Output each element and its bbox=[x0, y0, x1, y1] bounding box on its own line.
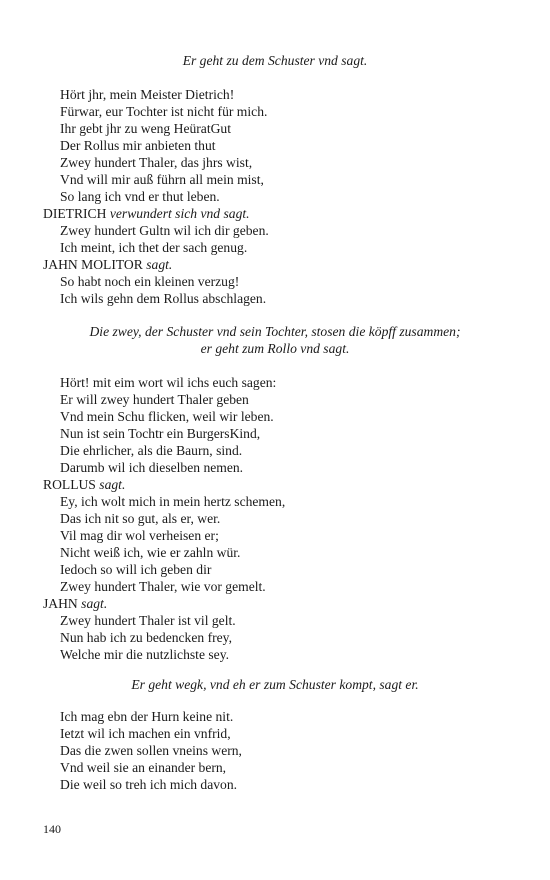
speaker-direction: sagt. bbox=[146, 257, 173, 272]
speaker-direction: sagt. bbox=[99, 477, 126, 492]
verse-line: Nicht weiß ich, wie er zahln wür. bbox=[60, 545, 241, 560]
speaker-name: JAHN bbox=[43, 596, 78, 611]
verse-line: Das die zwen sollen vneins wern, bbox=[60, 743, 242, 758]
verse-line: So lang ich vnd er thut leben. bbox=[60, 189, 220, 204]
verse-line: Vnd will mir auß führn all mein mist, bbox=[60, 172, 264, 187]
verse-line: Darumb wil ich dieselben nemen. bbox=[60, 460, 244, 475]
speaker-name: DIETRICH bbox=[43, 206, 107, 221]
verse-line: Ietzt wil ich machen ein vnfrid, bbox=[60, 726, 231, 741]
speaker-name: JAHN MOLITOR bbox=[43, 257, 143, 272]
speaker-heading bbox=[43, 595, 107, 612]
verse-line: Zwey hundert Gultn wil ich dir geben. bbox=[60, 223, 269, 238]
verse-line: Nun hab ich zu bedencken frey, bbox=[60, 630, 232, 645]
verse-line: Ihr gebt jhr zu weng HeüratGut bbox=[60, 121, 231, 136]
stage-direction: er geht zum Rollo vnd sagt. bbox=[200, 341, 350, 356]
verse-line: Zwey hundert Thaler, das jhrs wist, bbox=[60, 155, 253, 170]
speaker-name: ROLLUS bbox=[43, 477, 96, 492]
speaker-heading bbox=[43, 205, 250, 222]
verse-line: Ich meint, ich thet der sach genug. bbox=[60, 240, 248, 255]
verse-line: Hört! mit eim wort wil ichs euch sagen: bbox=[60, 375, 277, 390]
verse-line: Vil mag dir wol verheisen er; bbox=[60, 528, 219, 543]
stage-direction: Er geht wegk, vnd eh er zum Schuster kompt, sagt er. bbox=[131, 677, 419, 692]
verse-line: Fürwar, eur Tochter ist nicht für mich. bbox=[60, 104, 268, 119]
verse-line: Zwey hundert Thaler, wie vor gemelt. bbox=[60, 579, 266, 594]
speaker-heading bbox=[43, 256, 172, 273]
speaker-heading bbox=[43, 476, 125, 493]
verse-line: Vnd mein Schu flicken, weil wir leben. bbox=[60, 409, 274, 424]
verse-line: Das ich nit so gut, als er, wer. bbox=[60, 511, 221, 526]
page-number: 140 bbox=[43, 822, 61, 836]
verse-line: Iedoch so will ich geben dir bbox=[60, 562, 212, 577]
verse-line: Vnd weil sie an einander bern, bbox=[60, 760, 227, 775]
verse-line: Welche mir die nutzlichste sey. bbox=[60, 647, 230, 662]
verse-line: Hört jhr, mein Meister Dietrich! bbox=[60, 87, 235, 102]
speaker-direction: sagt. bbox=[81, 596, 108, 611]
verse-line: Ich wils gehn dem Rollus abschlagen. bbox=[60, 291, 267, 306]
verse-line: So habt noch ein kleinen verzug! bbox=[60, 274, 240, 289]
verse-line: Er will zwey hundert Thaler geben bbox=[60, 392, 249, 407]
verse-line: Die ehrlicher, als die Baurn, sind. bbox=[60, 443, 243, 458]
verse-line: Ich mag ebn der Hurn keine nit. bbox=[60, 709, 234, 724]
stage-direction: Die zwey, der Schuster vnd sein Tochter, stosen die köpff zusammen; bbox=[89, 324, 461, 339]
verse-line: Der Rollus mir anbieten thut bbox=[60, 138, 216, 153]
stage-direction: Er geht zu dem Schuster vnd sagt. bbox=[182, 53, 368, 68]
verse-line: Ey, ich wolt mich in mein hertz schemen, bbox=[60, 494, 286, 509]
verse-line: Die weil so treh ich mich davon. bbox=[60, 777, 238, 792]
speaker-direction: verwundert sich vnd sagt. bbox=[109, 206, 250, 221]
verse-line: Zwey hundert Thaler ist vil gelt. bbox=[60, 613, 236, 628]
verse-line: Nun ist sein Tochtr ein BurgersKind, bbox=[60, 426, 261, 441]
